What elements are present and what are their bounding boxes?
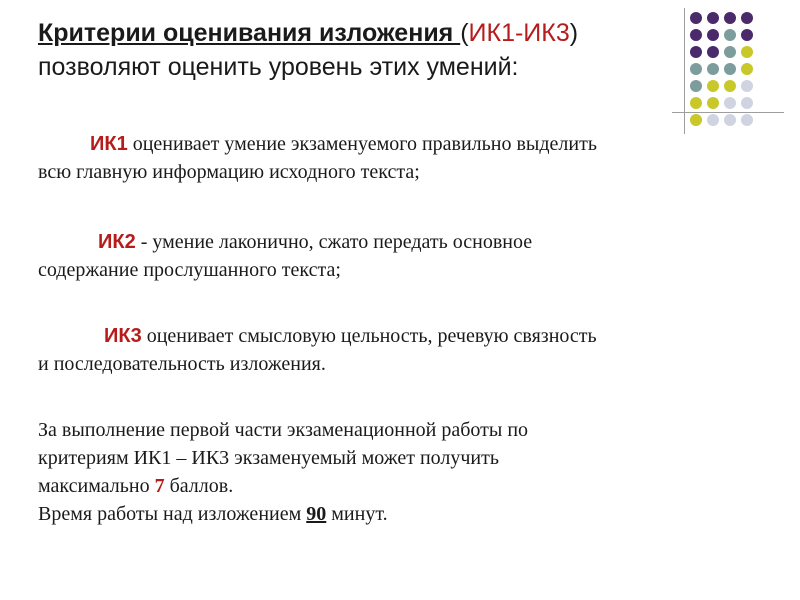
criterion-code: ИК3 — [104, 325, 142, 347]
criterion-code: ИК1 — [90, 133, 128, 155]
decorative-dot — [707, 80, 719, 92]
decorative-dot — [724, 63, 736, 75]
decorative-dot — [724, 114, 736, 126]
decorative-dot — [690, 46, 702, 58]
info-line: баллов. — [164, 475, 234, 497]
decorative-dot — [690, 97, 702, 109]
title-open-paren: ( — [460, 19, 469, 47]
decorative-dot — [724, 29, 736, 41]
info-line: Время работы над изложением — [38, 503, 307, 525]
decorative-dot — [741, 12, 753, 24]
minutes-value: 90 — [306, 503, 327, 525]
decorative-dot — [707, 114, 719, 126]
decorative-dot — [690, 63, 702, 75]
decorative-dot — [724, 97, 736, 109]
decorative-dot — [724, 80, 736, 92]
decorative-dot — [707, 12, 719, 24]
info-line: За выполнение первой части экзаменационной работы по — [38, 419, 529, 441]
title-line2: позволяют оценить уровень этих умений: — [38, 53, 519, 81]
criterion-ik3 — [38, 322, 778, 378]
info-line: критериям ИК1 – ИК3 экзаменуемый может получить — [38, 447, 499, 469]
decorative-dot — [690, 114, 702, 126]
slide-title — [38, 16, 678, 84]
criterion-code: ИК2 — [98, 231, 136, 253]
decorative-dot — [741, 97, 753, 109]
decorative-dot — [724, 46, 736, 58]
criterion-text: - умение лаконично, сжато передать основное — [135, 231, 533, 253]
decorative-dot — [741, 63, 753, 75]
decorative-dot — [690, 12, 702, 24]
decorative-dot — [741, 80, 753, 92]
criterion-ik2 — [38, 228, 778, 284]
vertical-divider — [684, 8, 685, 134]
title-codes: ИК1-ИК3 — [468, 19, 570, 47]
criterion-text: содержание прослушанного текста; — [38, 259, 341, 281]
decorative-dot — [741, 46, 753, 58]
decorative-dot — [707, 63, 719, 75]
decorative-dot — [707, 97, 719, 109]
criterion-ik1 — [38, 130, 778, 186]
criterion-text: оценивает смысловую цельность, речевую связность — [141, 325, 597, 347]
decorative-dot-grid — [690, 12, 790, 128]
title-bold: Критерии оценивания изложения — [38, 19, 461, 47]
decorative-dot — [690, 80, 702, 92]
info-line: максимально — [38, 475, 155, 497]
criterion-text: и последовательность изложения. — [38, 353, 326, 375]
title-close-paren: ) — [569, 19, 579, 47]
horizontal-divider — [672, 112, 784, 113]
info-block — [38, 416, 778, 528]
criterion-text: всю главную информацию исходного текста; — [38, 161, 420, 183]
decorative-dot — [707, 46, 719, 58]
criterion-text: оценивает умение экзаменуемого правильно выделить — [127, 133, 597, 155]
decorative-dot — [741, 29, 753, 41]
max-points: 7 — [154, 475, 165, 497]
decorative-dot — [724, 12, 736, 24]
decorative-dot — [707, 29, 719, 41]
decorative-dot — [690, 29, 702, 41]
decorative-dot — [741, 114, 753, 126]
info-line: минут. — [326, 503, 388, 525]
